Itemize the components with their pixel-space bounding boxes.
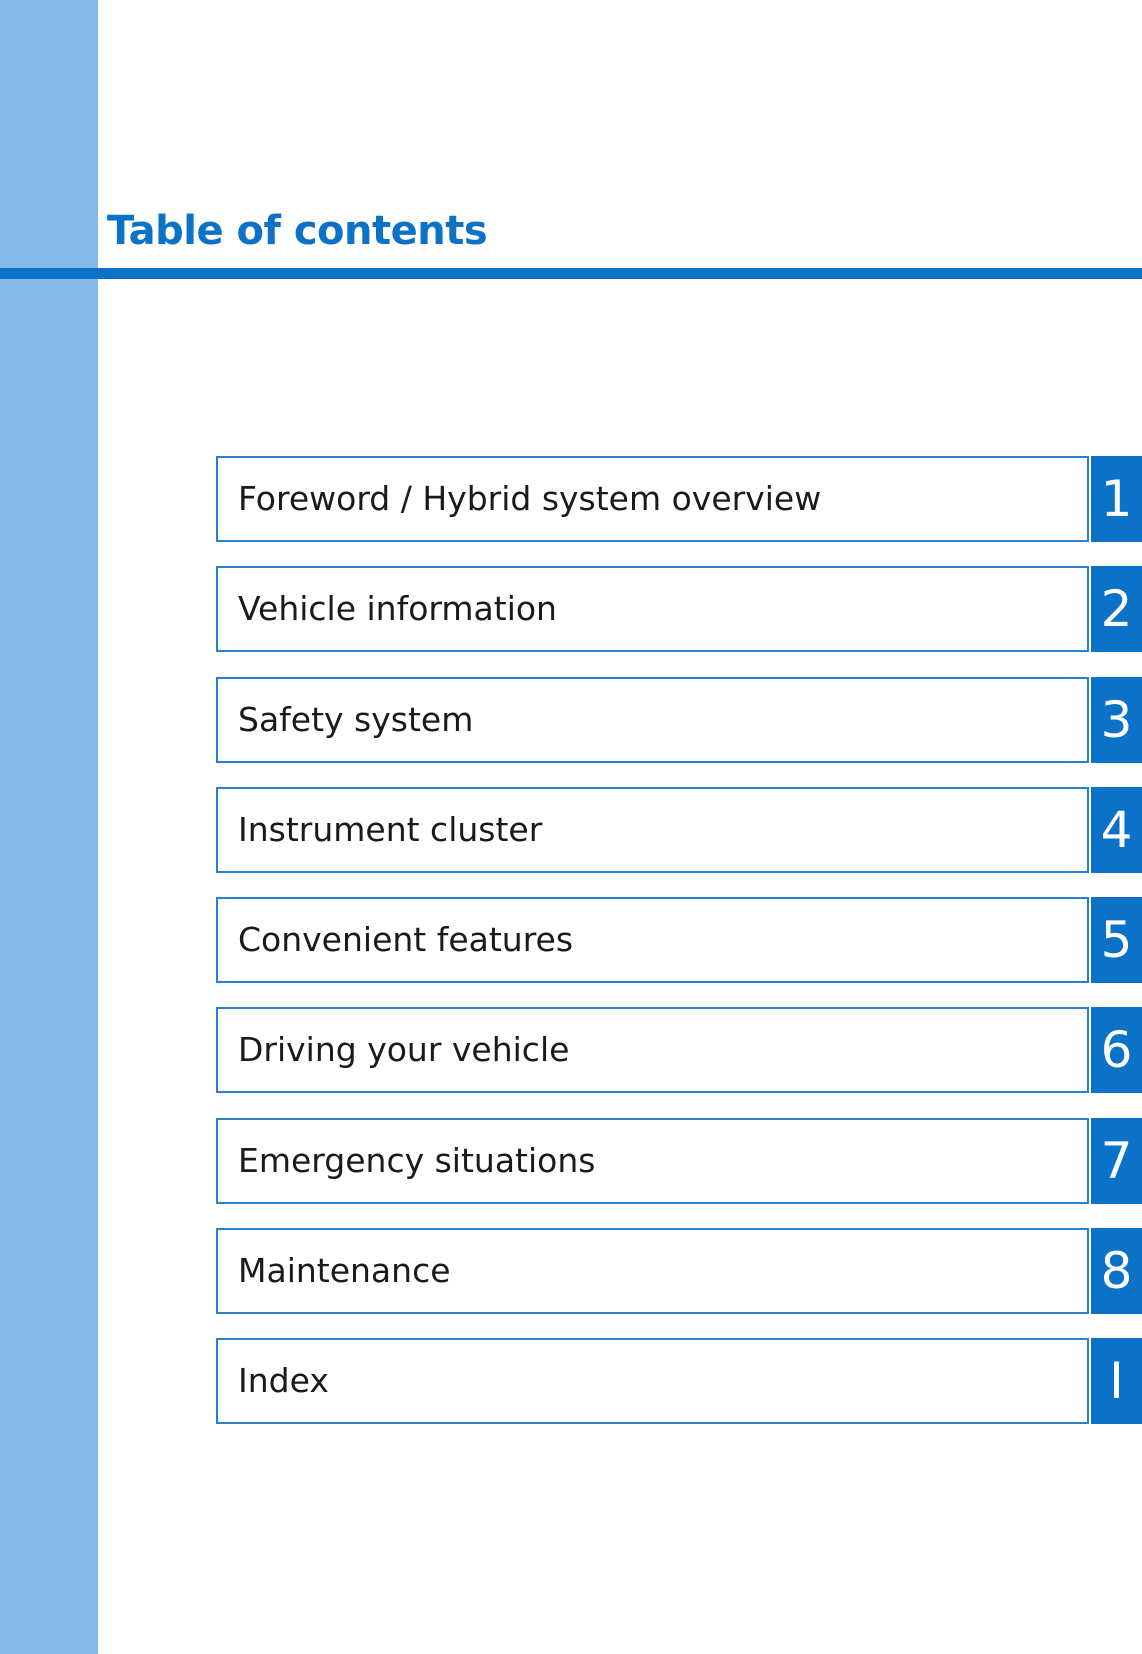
toc-entry-box xyxy=(216,1007,1089,1093)
toc-entry-emergency-situations[interactable] xyxy=(216,1118,1142,1204)
toc-entry-label: Foreword / Hybrid system overview xyxy=(238,479,822,518)
chapter-tab[interactable]: 2 xyxy=(1091,566,1142,652)
toc-entry-convenient-features[interactable] xyxy=(216,897,1142,983)
toc-list xyxy=(216,456,1142,1448)
toc-entry-box xyxy=(216,677,1089,763)
toc-entry-label: Instrument cluster xyxy=(238,809,543,849)
toc-entry-box xyxy=(216,787,1089,873)
toc-entry-label: Convenient features xyxy=(238,920,574,959)
chapter-tab[interactable]: 5 xyxy=(1091,897,1142,983)
toc-entry-box xyxy=(216,1228,1089,1314)
toc-entry-driving-your-vehicle[interactable] xyxy=(216,1007,1142,1093)
toc-entry-box xyxy=(216,897,1089,983)
chapter-tab[interactable]: I xyxy=(1091,1338,1142,1424)
toc-entry-box xyxy=(216,566,1089,652)
page-title: Table of contents xyxy=(107,208,488,254)
toc-entry-box xyxy=(216,456,1089,542)
toc-entry-safety-system[interactable] xyxy=(216,677,1142,763)
toc-entry-label: Index xyxy=(238,1361,329,1400)
toc-entry-label: Vehicle information xyxy=(238,589,557,629)
chapter-tab[interactable]: 7 xyxy=(1091,1118,1142,1204)
toc-entry-label: Maintenance xyxy=(238,1250,451,1290)
chapter-tab[interactable]: 1 xyxy=(1091,456,1142,542)
toc-entry-box xyxy=(216,1338,1089,1424)
title-divider xyxy=(0,268,1142,279)
chapter-tab[interactable]: 6 xyxy=(1091,1007,1142,1093)
toc-entry-foreword[interactable] xyxy=(216,456,1142,542)
toc-entry-instrument-cluster[interactable] xyxy=(216,787,1142,873)
chapter-tab[interactable]: 8 xyxy=(1091,1228,1142,1314)
toc-entry-label: Safety system xyxy=(238,699,474,739)
toc-entry-index[interactable] xyxy=(216,1338,1142,1424)
side-color-bar xyxy=(0,0,98,1654)
chapter-tab[interactable]: 3 xyxy=(1091,677,1142,763)
chapter-tab[interactable]: 4 xyxy=(1091,787,1142,873)
toc-entry-box xyxy=(216,1118,1089,1204)
toc-entry-label: Emergency situations xyxy=(238,1140,596,1180)
toc-entry-vehicle-information[interactable] xyxy=(216,566,1142,652)
toc-entry-maintenance[interactable] xyxy=(216,1228,1142,1314)
toc-entry-label: Driving your vehicle xyxy=(238,1030,570,1070)
